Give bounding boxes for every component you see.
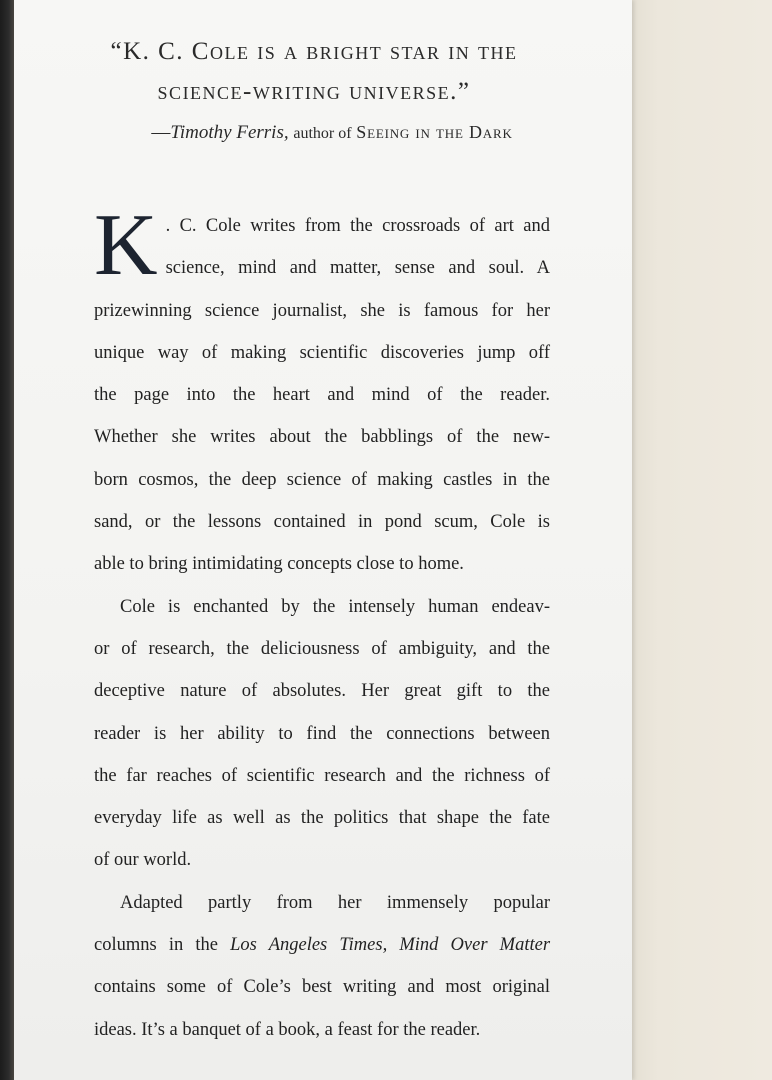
background-surface (630, 0, 772, 1080)
text-line: unique way of making scientific discoveries jump off (94, 342, 550, 363)
paragraph-1 (94, 197, 550, 586)
paragraph-3 (94, 882, 550, 1051)
jacket-flap (14, 0, 632, 1080)
quote-attribution (14, 116, 614, 150)
text-line: contains some of Cole’s best writing and most original (94, 977, 550, 998)
attribution-author: Timothy Ferris, (170, 122, 289, 143)
text-line: prizewinning science journalist, she is famous for her (94, 300, 550, 321)
text-line: deceptive nature of absolutes. Her great gift to the (94, 681, 550, 702)
text-line: science, mind and matter, sense and soul. A (165, 258, 550, 279)
text-line: able to bring intimidating concepts close to home. (94, 554, 464, 575)
text-line: born cosmos, the deep science of making castles in the (94, 469, 550, 490)
text-line: Adapted partly from her immensely popular (120, 892, 550, 913)
quote-line-2: science-writing universe.” (157, 78, 471, 105)
quote-line-1: “K. C. Cole is a bright star in the (110, 38, 518, 65)
text-line: Whether she writes about the babblings of the new- (94, 427, 550, 448)
attribution-book-title: Seeing in the Dark (356, 122, 513, 142)
flap-description (94, 197, 551, 1051)
text-line: the page into the heart and mind of the reader. (94, 385, 550, 406)
text-line: Cole is enchanted by the intensely human endeav- (120, 596, 550, 617)
blurb-quote (14, 32, 614, 150)
drop-cap: K (94, 197, 158, 294)
text-line: the far reaches of scientific research and the richness of (94, 765, 550, 786)
text-line: sand, or the lessons contained in pond scum, Cole is (94, 512, 550, 533)
attribution-dash: — (151, 122, 171, 143)
text-line: ideas. It’s a banquet of a book, a feast for the reader. (94, 1019, 481, 1040)
attribution-author-of: author of (293, 125, 352, 142)
paragraph-2 (94, 586, 550, 882)
text-line: reader is her ability to find the connections between (94, 723, 550, 744)
italic-title: Los Angeles Times, Mind Over Matter (230, 935, 551, 956)
text-line: of our world. (94, 850, 192, 871)
text-line: everyday life as well as the politics that shape the fate (94, 808, 550, 829)
text-line (94, 924, 550, 966)
book-spine-edge (0, 0, 14, 1080)
text-line: . C. Cole writes from the crossroads of art and (165, 216, 550, 236)
text-line: or of research, the deliciousness of ambiguity, and the (94, 638, 550, 659)
text-segment: columns in the (94, 935, 218, 956)
